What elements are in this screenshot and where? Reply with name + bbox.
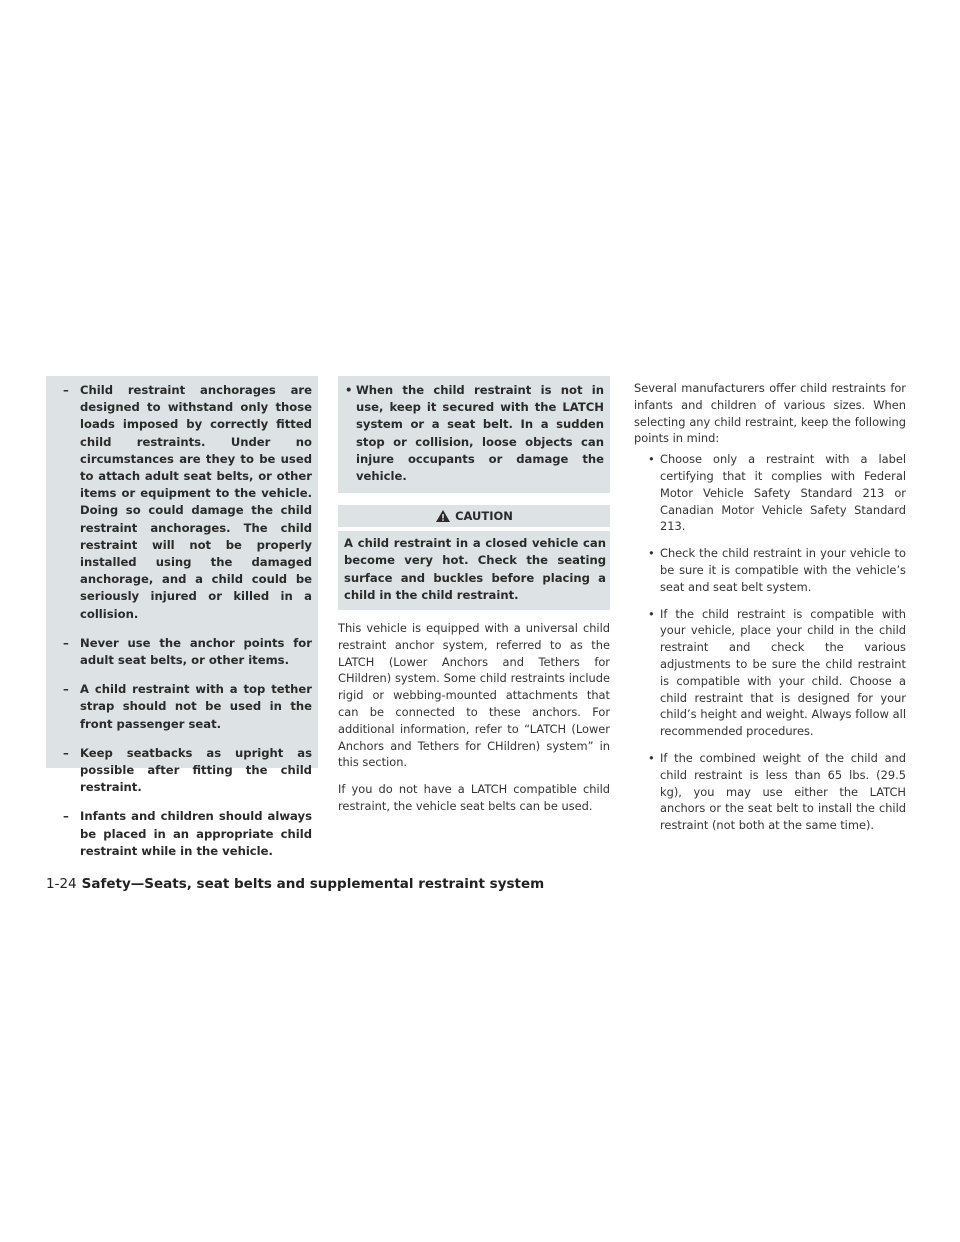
body-paragraph: If you do not have a LATCH compatible child restraint, the vehicle seat belts can be used. (338, 782, 610, 813)
caution-header (338, 505, 610, 527)
list-item (634, 750, 906, 834)
bullet-mark: • (345, 383, 353, 397)
right-column (634, 380, 906, 844)
bullet-mark: • (648, 750, 655, 765)
body-paragraph: This vehicle is equipped with a universal child restraint anchor system, referred to as the LATCH (Lower Anchors and Tethers for CHildren) system. Some child restraints include rigid or webbing-mounted attachments that can be connected to these anchors. For additional information, refer to “LATCH (Lower Anchors and Tethers for CHildren) system” in this section. (338, 621, 610, 770)
dash-mark: – (63, 745, 69, 760)
list-item (634, 606, 906, 740)
list-item-text: Check the child restraint in your vehicle to be sure it is compatible with the vehicle’s seat and seat belt system. (660, 546, 906, 594)
warning-item (46, 745, 312, 797)
intro-paragraph: Several manufacturers offer child restraints for infants and children of various sizes. When selecting any child restraint, keep the following points in mind: (634, 381, 906, 446)
warning-item (46, 681, 312, 733)
warning-item (338, 382, 604, 485)
warning-item-text: Keep seatbacks as upright as possible after fitting the child restraint. (80, 745, 312, 795)
left-warning-box (46, 376, 318, 858)
warning-item-text: A child restraint with a top tether strap should not be used in the front passenger seat. (80, 682, 312, 731)
dash-mark: – (63, 682, 69, 697)
list-item-text: Choose only a restraint with a label certifying that it complies with Federal Motor Vehicle Safety Standard 213 or Canadian Motor Vehicle Safety Standard 213. (660, 452, 906, 534)
warning-item-text: Child restraint anchorages are designed to withstand only those loads imposed by correctly fitted child restraints. Under no circumstances are they to be used to attach adult seat belts, or other items or equipment to the vehicle. Doing so could damage the child restraint anchorages. The child restraint will not be properly installed using the damaged anchorage, and a child could be seriously injured or killed in a collision. (80, 383, 312, 621)
warning-item-text: When the child restraint is not in use, keep it secured with the LATCH system or a seat belt. In a sudden stop or collision, loose objects can injure occupants or damage the vehicle. (356, 383, 604, 484)
page-number: 1-24 (46, 876, 77, 892)
bullet-mark: • (648, 452, 655, 467)
warning-item-text: Never use the anchor points for adult seat belts, or other items. (80, 635, 312, 668)
list-item (634, 451, 906, 535)
caution-text: A child restraint in a closed vehicle can become very hot. Check the seating surface and buckles before placing a child in the child restraint. (344, 536, 606, 602)
dash-mark: – (63, 635, 69, 650)
section-title: Safety—Seats, seat belts and supplemental restraint system (81, 876, 545, 892)
bullet-mark: • (648, 546, 655, 561)
warning-triangle-icon (435, 509, 451, 523)
list-item (634, 545, 906, 595)
dash-mark: – (63, 383, 69, 397)
list-item-text: If the combined weight of the child and child restraint is less than 65 lbs. (29.5 kg), you may use either the LATCH anchors or the seat belt to install the child restraint (not both at the same time). (660, 750, 906, 833)
caution-box (338, 531, 610, 610)
warning-item (46, 808, 312, 860)
warning-item (46, 382, 312, 623)
dash-mark: – (63, 809, 69, 824)
caution-label: CAUTION (455, 509, 513, 524)
list-item-text: If the child restraint is compatible with your vehicle, place your child in the child restraint and check the various adjustments to be sure the child restraint is compatible with your child. Choose a child restraint that is designed for your child’s height and weight. Always follow all recommended procedures. (660, 606, 906, 739)
middle-warning-box (338, 376, 610, 493)
bullet-mark: • (648, 606, 655, 621)
warning-item (46, 635, 312, 669)
page-footer (46, 876, 544, 892)
warning-item-text: Infants and children should always be placed in an appropriate child restraint while in the vehicle. (80, 809, 312, 858)
middle-column (338, 376, 610, 825)
